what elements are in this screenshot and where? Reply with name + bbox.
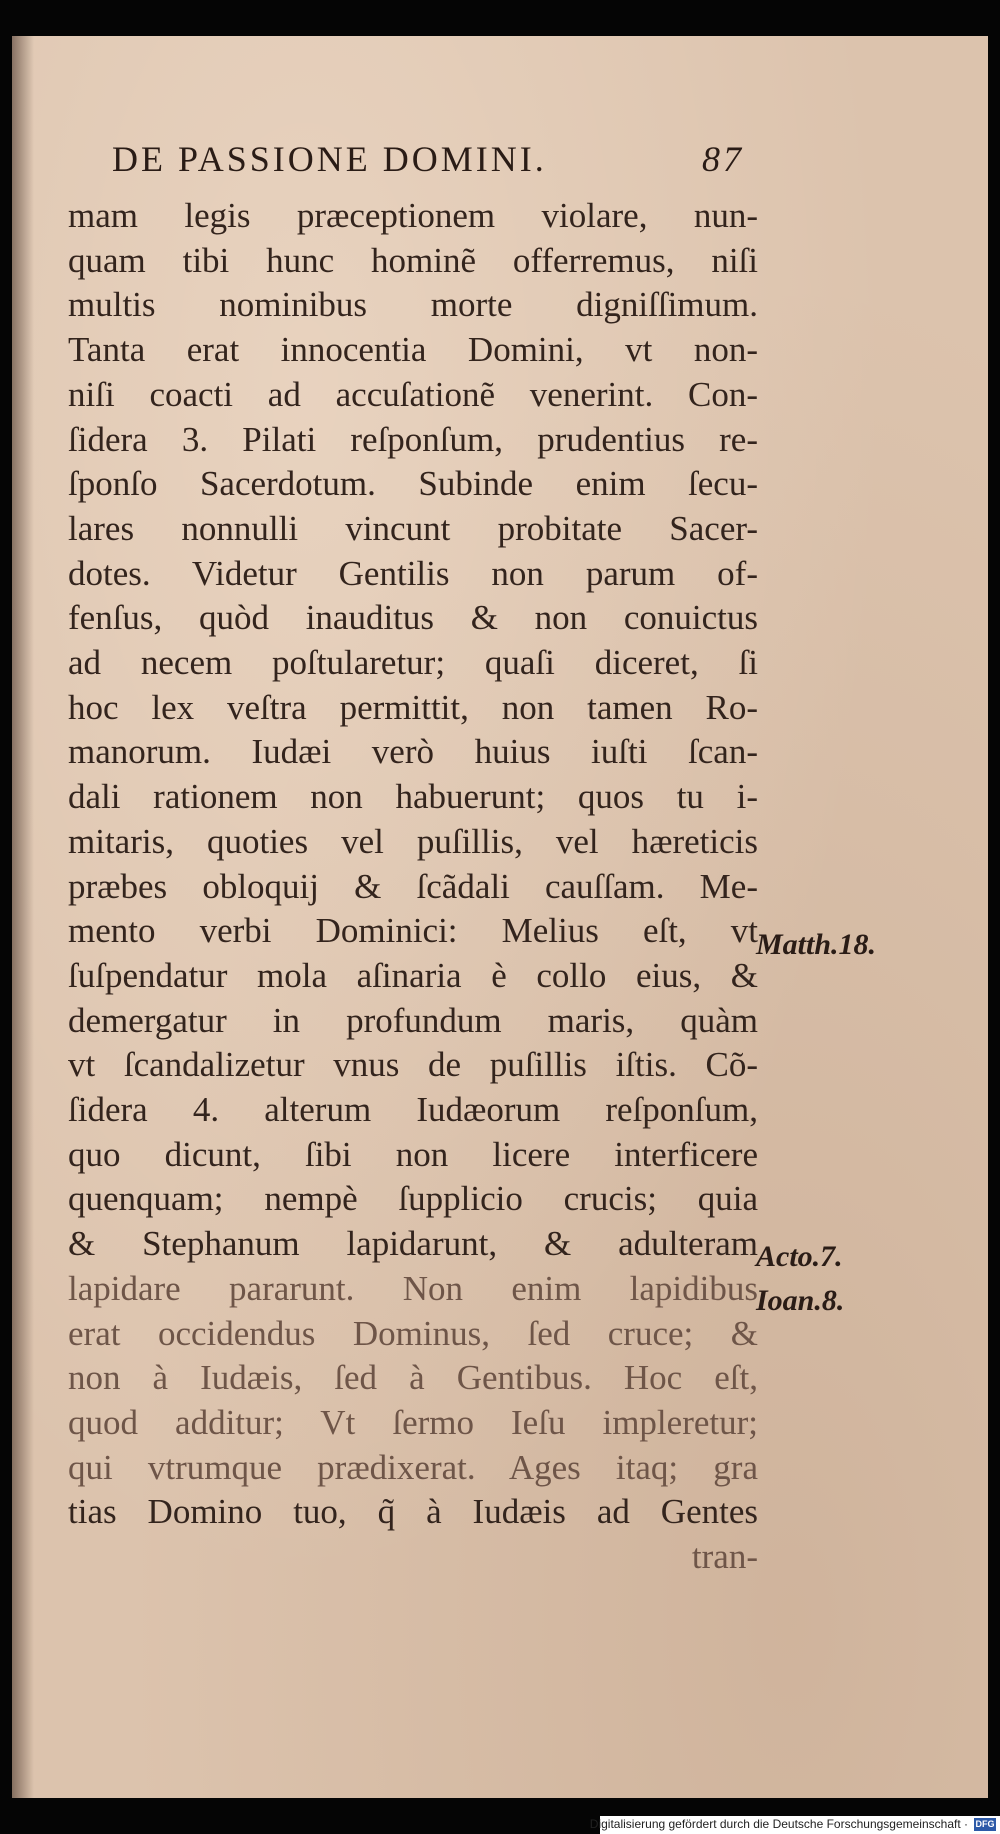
text-line: niſi coacti ad accuſationẽ venerint. Con- [68,374,758,414]
text-line: Tanta erat innocentia Domini, vt non- [68,330,758,370]
text-line: non à Iudæis, ſed à Gentibus. Hoc eſt, [68,1358,758,1398]
text-line: ad necem poſtularetur; quaſi diceret, ſi [68,643,758,683]
body-text [68,194,758,1580]
dfg-logo: DFG [975,1819,995,1829]
text-line: hoc lex veſtra permittit, non tamen Ro- [68,687,758,727]
running-head [112,138,752,180]
text-line: & Stephanum lapidarunt, & adulteram [68,1224,758,1264]
text-line: lapidare pararunt. Non enim lapidibus [68,1268,758,1308]
text-line: quo dicunt, ſibi non licere interficere [68,1134,758,1174]
text-line: dotes. Videtur Gentilis non parum of- [68,553,758,593]
text-line: multis nominibus morte digniſſimum. [68,285,758,325]
page-gutter-shadow [12,36,34,1798]
text-line: quod additur; Vt ſermo Ieſu impleretur; [68,1402,758,1442]
text-line: ſidera 4. alterum Iudæorum reſponſum, [68,1090,758,1130]
text-line: tias Domino tuo, q̃ à Iudæis ad Gentes [68,1492,758,1532]
margin-note-acts: Acto.7. [756,1240,843,1273]
catchword: tran- [691,1537,758,1577]
text-line: ſponſo Sacerdotum. Subinde enim ſecu- [68,464,758,504]
text-line: mento verbi Dominici: Melius eſt, vt [68,911,758,951]
text-line: erat occidendus Dominus, ſed cruce; & [68,1313,758,1353]
text-line: demergatur in profundum maris, quàm [68,1000,758,1040]
text-line: manorum. Iudæi verò huius iuſti ſcan- [68,732,758,772]
text-line: ſuſpendatur mola aſinaria è collo eius, & [68,955,758,995]
margin-note-john: Ioan.8. [756,1284,845,1317]
text-line: mitaris, quoties vel puſillis, vel hæreticis [68,821,758,861]
margin-note-matthew: Matth.18. [756,928,877,961]
text-line: lares nonnulli vincunt probitate Sacer- [68,508,758,548]
text-line: vt ſcandalizetur vnus de puſillis iſtis. Cõ- [68,1045,758,1085]
text-line: præbes obloquij & ſcãdali cauſſam. Me- [68,866,758,906]
text-line: dali rationem non habuerunt; quos tu i- [68,777,758,817]
text-line: quenquam; nempè ſupplicio crucis; quia [68,1179,758,1219]
page-number: 87 [702,139,744,179]
funding-credit: Digitalisierung gefördert durch die Deutsche Forschungsgemeinschaft · [589,1817,968,1831]
text-line: mam legis præceptionem violare, nun- [68,196,758,235]
running-head-title: DE PASSIONE DOMINI. [112,139,547,179]
text-line: qui vtrumque prædixerat. Ages itaq; gra [68,1447,758,1487]
text-line: ſidera 3. Pilati reſponſum, prudentius re- [68,419,758,459]
text-line: quam tibi hunc hominẽ offerremus, niſi [68,240,758,280]
text-line: fenſus, quòd inauditus & non conuictus [68,598,758,638]
